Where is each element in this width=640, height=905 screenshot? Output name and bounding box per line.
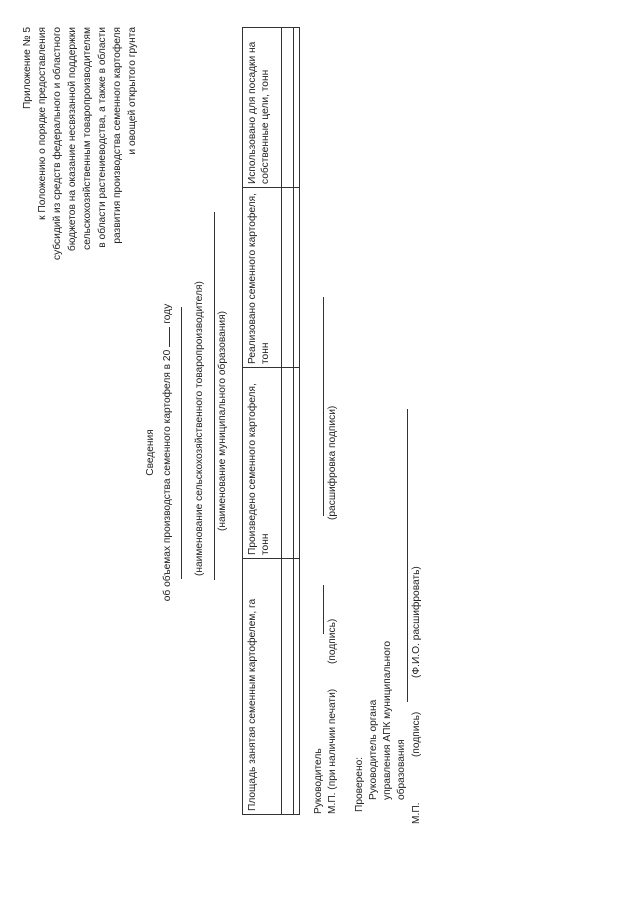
year-blank [159,327,170,347]
table-cell [294,28,300,188]
org-head-line-2: управления АПК муниципального [382,640,393,800]
table-row [282,28,294,815]
appendix-line-2: к Положению о порядке предоставления [37,27,48,220]
header-cell-area: Площадь занятая семенным картофелем, га [243,559,282,815]
municipality-name-line [214,212,215,580]
header-cell-produced: Произведено семенного картофеля, тонн [243,368,282,559]
appendix-line-6: в области растениеводства, а также в области [97,27,108,248]
org-head-line-1: Руководитель органа [368,699,379,800]
org-signature-caption: (подпись) [411,711,422,757]
head-label: Руководитель [313,748,324,814]
data-table [242,27,300,815]
appendix-line-8: и овощей открытого грунта [127,27,138,155]
org-head-line-3: образования [396,739,407,800]
subtitle-prefix: об объемах производства семенного картофеля в 20 [162,349,173,602]
document-heading: Сведения [145,429,156,476]
fio-caption: (Ф.И.О. расшифровать) [411,566,422,678]
table-cell [282,559,294,815]
mp-label: М.П. [411,802,422,824]
table-row [294,28,300,815]
table-cell [282,28,294,188]
header-cell-sold: Реализовано семенного картофеля, тонн [243,188,282,368]
signature-decode-line [323,297,324,516]
subtitle-suffix: году [162,303,173,324]
table-cell [294,368,300,559]
producer-name-line [181,307,182,579]
stamp-label: М.П. (при наличии печати) [327,688,338,814]
producer-caption: (наименование сельскохозяйственного товаропроизводителя) [194,281,205,576]
table-cell [294,188,300,368]
signature-decode-caption: (расшифровка подписи) [327,405,338,520]
appendix-line-5: сельскохозяйственным товаропроизводителям [82,27,93,250]
table-cell [282,188,294,368]
table-cell [294,559,300,815]
table-cell [282,368,294,559]
municipality-caption: (наименование муниципального образования) [217,310,228,531]
header-cell-used: Использовано для посадки на собственные цели, тонн [243,28,282,188]
signature-caption: (подпись) [327,618,338,664]
appendix-line-3: субсидий из средств федерального и областного [52,27,63,260]
document-subtitle [159,0,174,905]
checked-label: Проверено: [354,756,365,812]
org-signature-line [407,409,408,702]
appendix-line-7: развития производства семенного картофеля [112,27,123,244]
table-header-row [243,28,282,815]
signature-line [323,585,324,634]
appendix-line-4: бюджетов на оказание несвязанной поддержки [67,27,78,252]
appendix-line-1: Приложение № 5 [22,27,33,110]
